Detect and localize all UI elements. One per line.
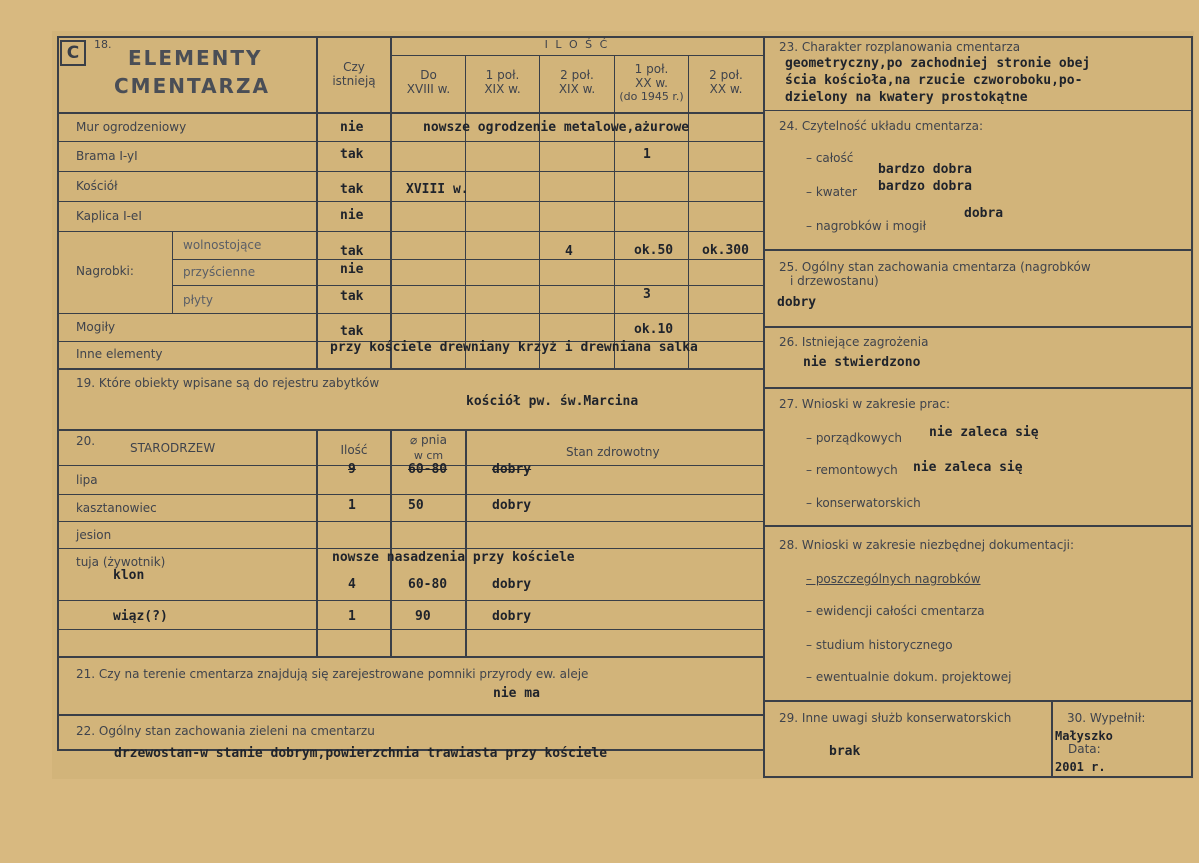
col-czy-1: Czy — [343, 60, 365, 74]
border-right — [1191, 36, 1193, 778]
s27-remontowych: – remontowych — [806, 463, 898, 477]
value-brama-czy: tak — [340, 147, 364, 162]
s19-value: kościół pw. św.Marcina — [466, 394, 639, 409]
col-czy-2: istnieją — [332, 74, 376, 88]
period-4-l1: 1 poł. — [634, 62, 669, 76]
period-1-l1: Do — [420, 68, 437, 82]
s24-calosc: – całość — [806, 151, 854, 165]
period-4-l2: XX w. — [635, 76, 668, 90]
tree-pnia-kasztanowiec: 50 — [408, 498, 424, 513]
row-label-mur: Mur ogrodzeniowy — [76, 120, 187, 134]
section-letter-box: C — [60, 40, 86, 66]
border-left — [57, 36, 59, 751]
s27-label: 27. Wnioski w zakresie prac: — [779, 397, 951, 411]
s20-col-ilosc: Ilość — [340, 443, 368, 457]
row-label-nagrobki: Nagrobki: — [76, 264, 134, 278]
tree-stan-wiaz: dobry — [492, 609, 532, 624]
s28-item-4: – ewentualnie dokum. projektowej — [806, 670, 1012, 684]
period-3-l2: XIX w. — [558, 82, 596, 96]
s29-value: brak — [829, 744, 861, 759]
s23-line-2: ścia kościoła,na rzucie czworoboku,po- — [785, 73, 1083, 88]
s21-label: 21. Czy na terenie cmentarza znajdują się zarejestrowane pomniki przyrody ew. aleje — [76, 667, 589, 681]
s25-value: dobry — [777, 295, 817, 310]
s20-title: STARODRZEW — [130, 441, 216, 455]
s20-col-pnia-1: ⌀ pnia — [410, 433, 447, 447]
value-wolno-czy: tak — [340, 244, 364, 259]
row-label-plyty: płyty — [183, 293, 213, 307]
s25-label-2: i drzewostanu) — [790, 274, 879, 288]
tree-ilosc-lipa: 9 — [348, 462, 356, 477]
s23-line-3: dzielony na kwatery prostokątne — [785, 90, 1028, 105]
row-label-brama: Brama I-yI — [76, 149, 138, 163]
s22-value: drzewostan-w stanie dobrym,powierzchnia trawiasta przy kościele — [114, 746, 608, 761]
row-label-inne: Inne elementy — [76, 347, 163, 361]
col-ilosc: I L O Ś Ć — [544, 38, 610, 51]
tree-pnia-wiaz: 90 — [415, 609, 431, 624]
s24-nagrobkow-value: dobra — [964, 206, 1004, 221]
s20-number: 20. — [76, 434, 96, 448]
tree-note-tuja: nowsze nasadzenia przy kościele — [332, 550, 575, 565]
row-label-przyscienne: przyścienne — [183, 265, 256, 279]
value-plyty-p4: 3 — [643, 287, 651, 302]
tree-pnia-klon: 60-80 — [408, 577, 448, 592]
value-kosciol-note: XVIII w. — [406, 182, 469, 197]
tree-label-wiaz: wiąz(?) — [113, 609, 168, 624]
tree-ilosc-kasztanowiec: 1 — [348, 498, 356, 513]
s23-label: 23. Charakter rozplanowania cmentarza — [779, 40, 1021, 54]
s21-value: nie ma — [493, 686, 540, 701]
s28-item-1: – poszczególnych nagrobków — [806, 572, 981, 586]
value-mogily-p4: ok.10 — [634, 322, 674, 337]
value-inne-note: przy kościele drewniany krzyż i drewniana salka — [330, 340, 698, 355]
s18-title-2: CMENTARZA — [114, 74, 270, 98]
period-3-l1: 2 poł. — [560, 68, 594, 82]
period-5-l2: XX w. — [709, 82, 743, 96]
tree-stan-kasztanowiec: dobry — [492, 498, 532, 513]
value-plyty-czy: tak — [340, 289, 364, 304]
column-divider — [763, 36, 765, 778]
s25-label-1: 25. Ogólny stan zachowania cmentarza (nagrobków — [779, 260, 1091, 274]
row-label-mogily: Mogiły — [76, 320, 116, 334]
row-label-wolnostojace: wolnostojące — [183, 238, 262, 252]
value-mur-note: nowsze ogrodzenie metalowe,ażurowe — [423, 120, 690, 135]
tree-label-klon: klon — [113, 568, 145, 583]
s24-nagrobkow: – nagrobków i mogił — [806, 219, 927, 233]
row-label-kaplica: Kaplica I-eI — [76, 209, 142, 223]
tree-label-lipa: lipa — [76, 473, 98, 487]
period-2-l2: XIX w. — [484, 82, 521, 96]
s22-label: 22. Ogólny stan zachowania zieleni na cmentarzu — [76, 724, 375, 738]
value-mur-czy: nie — [340, 120, 364, 135]
s26-label: 26. Istniejące zagrożenia — [779, 335, 929, 349]
value-kaplica-czy: nie — [340, 208, 364, 223]
s30-year: 2001 r. — [1055, 760, 1106, 774]
value-przysc-czy: nie — [340, 262, 364, 277]
s24-kwater: – kwater — [806, 185, 857, 199]
s27-remontowych-value: nie zaleca się — [913, 460, 1023, 475]
s28-item-3: – studium historycznego — [806, 638, 953, 652]
s27-konserwatorskich: – konserwatorskich — [806, 496, 921, 510]
tree-label-kasztanowiec: kasztanowiec — [76, 501, 157, 515]
value-wolno-p3: 4 — [565, 244, 573, 259]
s28-label: 28. Wnioski w zakresie niezbędnej dokumentacji: — [779, 538, 1075, 552]
tree-pnia-lipa: 60-80 — [408, 462, 448, 477]
s29-label: 29. Inne uwagi służb konserwatorskich — [779, 711, 1012, 725]
s23-line-1: geometryczny,po zachodniej stronie obej — [785, 56, 1091, 71]
s24-calosc-value: bardzo dobra — [878, 162, 972, 177]
s24-label: 24. Czytelność układu cmentarza: — [779, 119, 984, 133]
s18-number: 18. — [94, 38, 112, 51]
s20-col-pnia-2: w cm — [413, 449, 444, 462]
tree-stan-klon: dobry — [492, 577, 532, 592]
value-brama-p4: 1 — [643, 147, 651, 162]
s27-porzadkowych-value: nie zaleca się — [929, 425, 1039, 440]
period-1-l2: XVIII w. — [406, 82, 451, 96]
s28-item-2: – ewidencji całości cmentarza — [806, 604, 985, 618]
period-2-l1: 1 poł. — [485, 68, 520, 82]
value-wolno-p5: ok.300 — [702, 243, 749, 258]
tree-label-tuja: tuja (żywotnik) — [76, 555, 166, 569]
period-4-l3: (do 1945 r.) — [619, 90, 684, 103]
s20-col-stan: Stan zdrowotny — [566, 445, 660, 459]
tree-ilosc-klon: 4 — [348, 577, 356, 592]
tree-label-jesion: jesion — [76, 528, 112, 542]
s30-label: 30. Wypełnił: — [1067, 711, 1146, 725]
s27-porzadkowych: – porządkowych — [806, 431, 902, 445]
period-5-l1: 2 poł. — [709, 68, 743, 82]
tree-stan-lipa: dobry — [492, 462, 532, 477]
s30-name: Małyszko — [1055, 729, 1113, 743]
row-label-kosciol: Kościół — [76, 179, 118, 193]
s18-title-1: ELEMENTY — [128, 46, 263, 70]
tree-ilosc-wiaz: 1 — [348, 609, 356, 624]
s26-value: nie stwierdzono — [803, 355, 921, 370]
s30-data-label: Data: — [1068, 742, 1101, 756]
value-wolno-p4: ok.50 — [634, 243, 674, 258]
border-bottom-right — [765, 776, 1193, 778]
s24-kwater-value: bardzo dobra — [878, 179, 972, 194]
value-mogily-czy: tak — [340, 324, 364, 339]
s19-label: 19. Które obiekty wpisane są do rejestru zabytków — [76, 376, 380, 390]
value-kosciol-czy: tak — [340, 182, 364, 197]
